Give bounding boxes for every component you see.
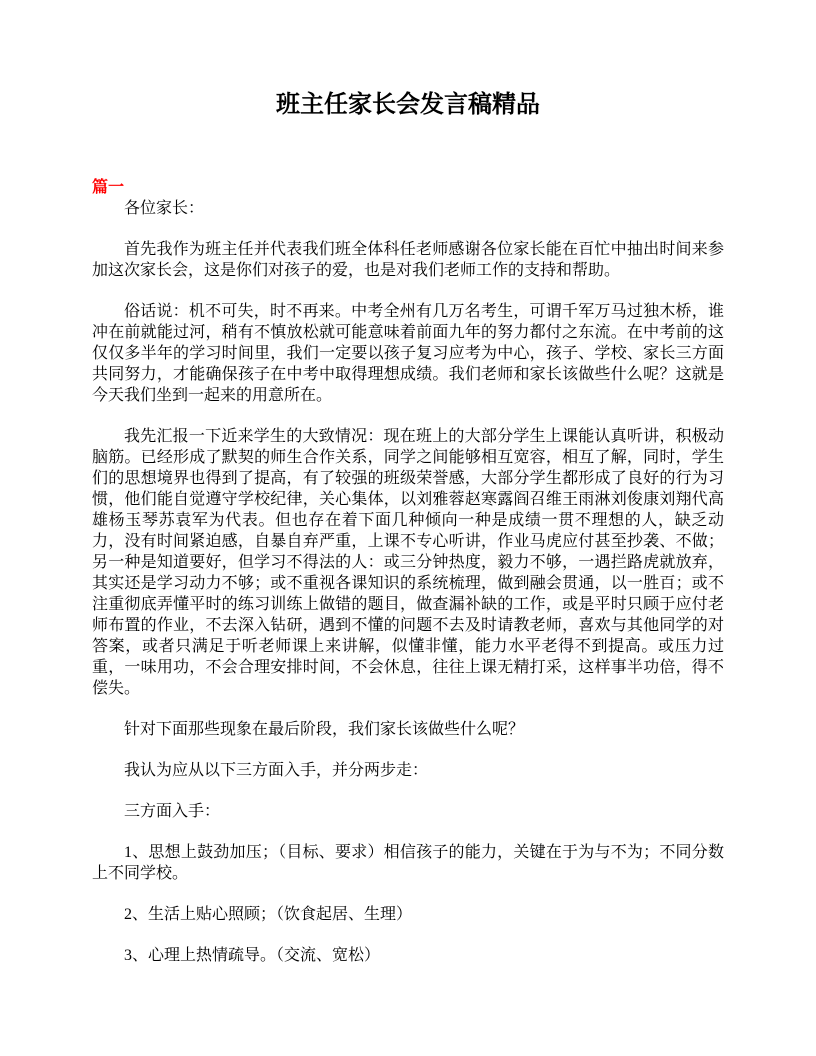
document-title: 班主任家长会发言稿精品 bbox=[276, 92, 540, 118]
paragraph-exam-importance: 俗话说：机不可失，时不再来。中考全州有几万名考生，可谓千军万马过独木桥，谁冲在前就能过河，稍有不慎放松就可能意味着前面九年的努力都付之东流。在中考前的这仅仅多半年的学习时间里，我们一定要以孩子复习应考为中心，孩子、学校、家长三方面共同努力，才能确保孩子在中考中取得理想成绩。我们老师和家长该做些什么呢？这就是今天我们坐到一起来的用意所在。 bbox=[92, 303, 724, 404]
list-item-3: 3、心理上热情疏导。（交流、宽松） bbox=[124, 947, 381, 964]
paragraph-student-report: 我先汇报一下近来学生的大致情况：现在班上的大部分学生上课能认真听讲，积极动脑筋。已经形成了默契的师生合作关系，同学之间能够相互宽容，相互了解，同时，学生们的思想境界也得到了提高，有了较强的班级荣誉感，大部分学生都形成了良好的行为习惯，他们能自觉遵守学校纪律，关心集体，以刘雅蓉赵寒露阎召维王雨淋刘俊康刘翔代高雄杨玉琴苏袁军为代表。但也存在着下面几种倾向一种是成绩一贯不理想的人，缺乏动力，没有时间紧迫感，自暴自弃严重，上课不专心听讲，作业马虎应付甚至抄袭、不做；另一种是知道要好，但学习不得法的人：或三分钟热度，毅力不够，一遇拦路虎就放弃，其实还是学习动力不够；或不重视各课知识的系统梳理，做到融会贯通，以一胜百；或不注重彻底弄懂平时的练习训练上做错的题目，做查漏补缺的工作，或是平时只顾于应付老师布置的作业，不去深入钻研，遇到不懂的问题不去及时请教老师，喜欢与其他同学的对答案，或者只满足于听老师课上来讲解，似懂非懂，能力水平老得不到提高。或压力过重，一味用功，不会合理安排时间，不会休息，往往上课无精打采，这样事半功倍，得不偿失。 bbox=[92, 428, 724, 697]
list-item-1: 1、思想上鼓劲加压；（目标、要求）相信孩子的能力，关键在于为与不为；不同分数上不同学校。 bbox=[92, 844, 724, 882]
paragraph-salutation: 各位家长： bbox=[124, 200, 205, 217]
paragraph-three-aspects-heading: 三方面入手： bbox=[124, 803, 221, 820]
list-item-2: 2、生活上贴心照顾；（饮食起居、生理） bbox=[124, 906, 413, 923]
section-label-part-one: 篇一 bbox=[92, 179, 125, 196]
paragraph-question: 针对下面那些现象在最后阶段，我们家长该做些什么呢？ bbox=[124, 721, 525, 738]
paragraph-approach: 我认为应从以下三方面入手，并分两步走： bbox=[124, 762, 429, 779]
paragraph-thanks: 首先我作为班主任并代表我们班全体科任老师感谢各位家长能在百忙中抽出时间来参加这次家长会，这是你们对孩子的爱，也是对我们老师工作的支持和帮助。 bbox=[92, 241, 724, 279]
